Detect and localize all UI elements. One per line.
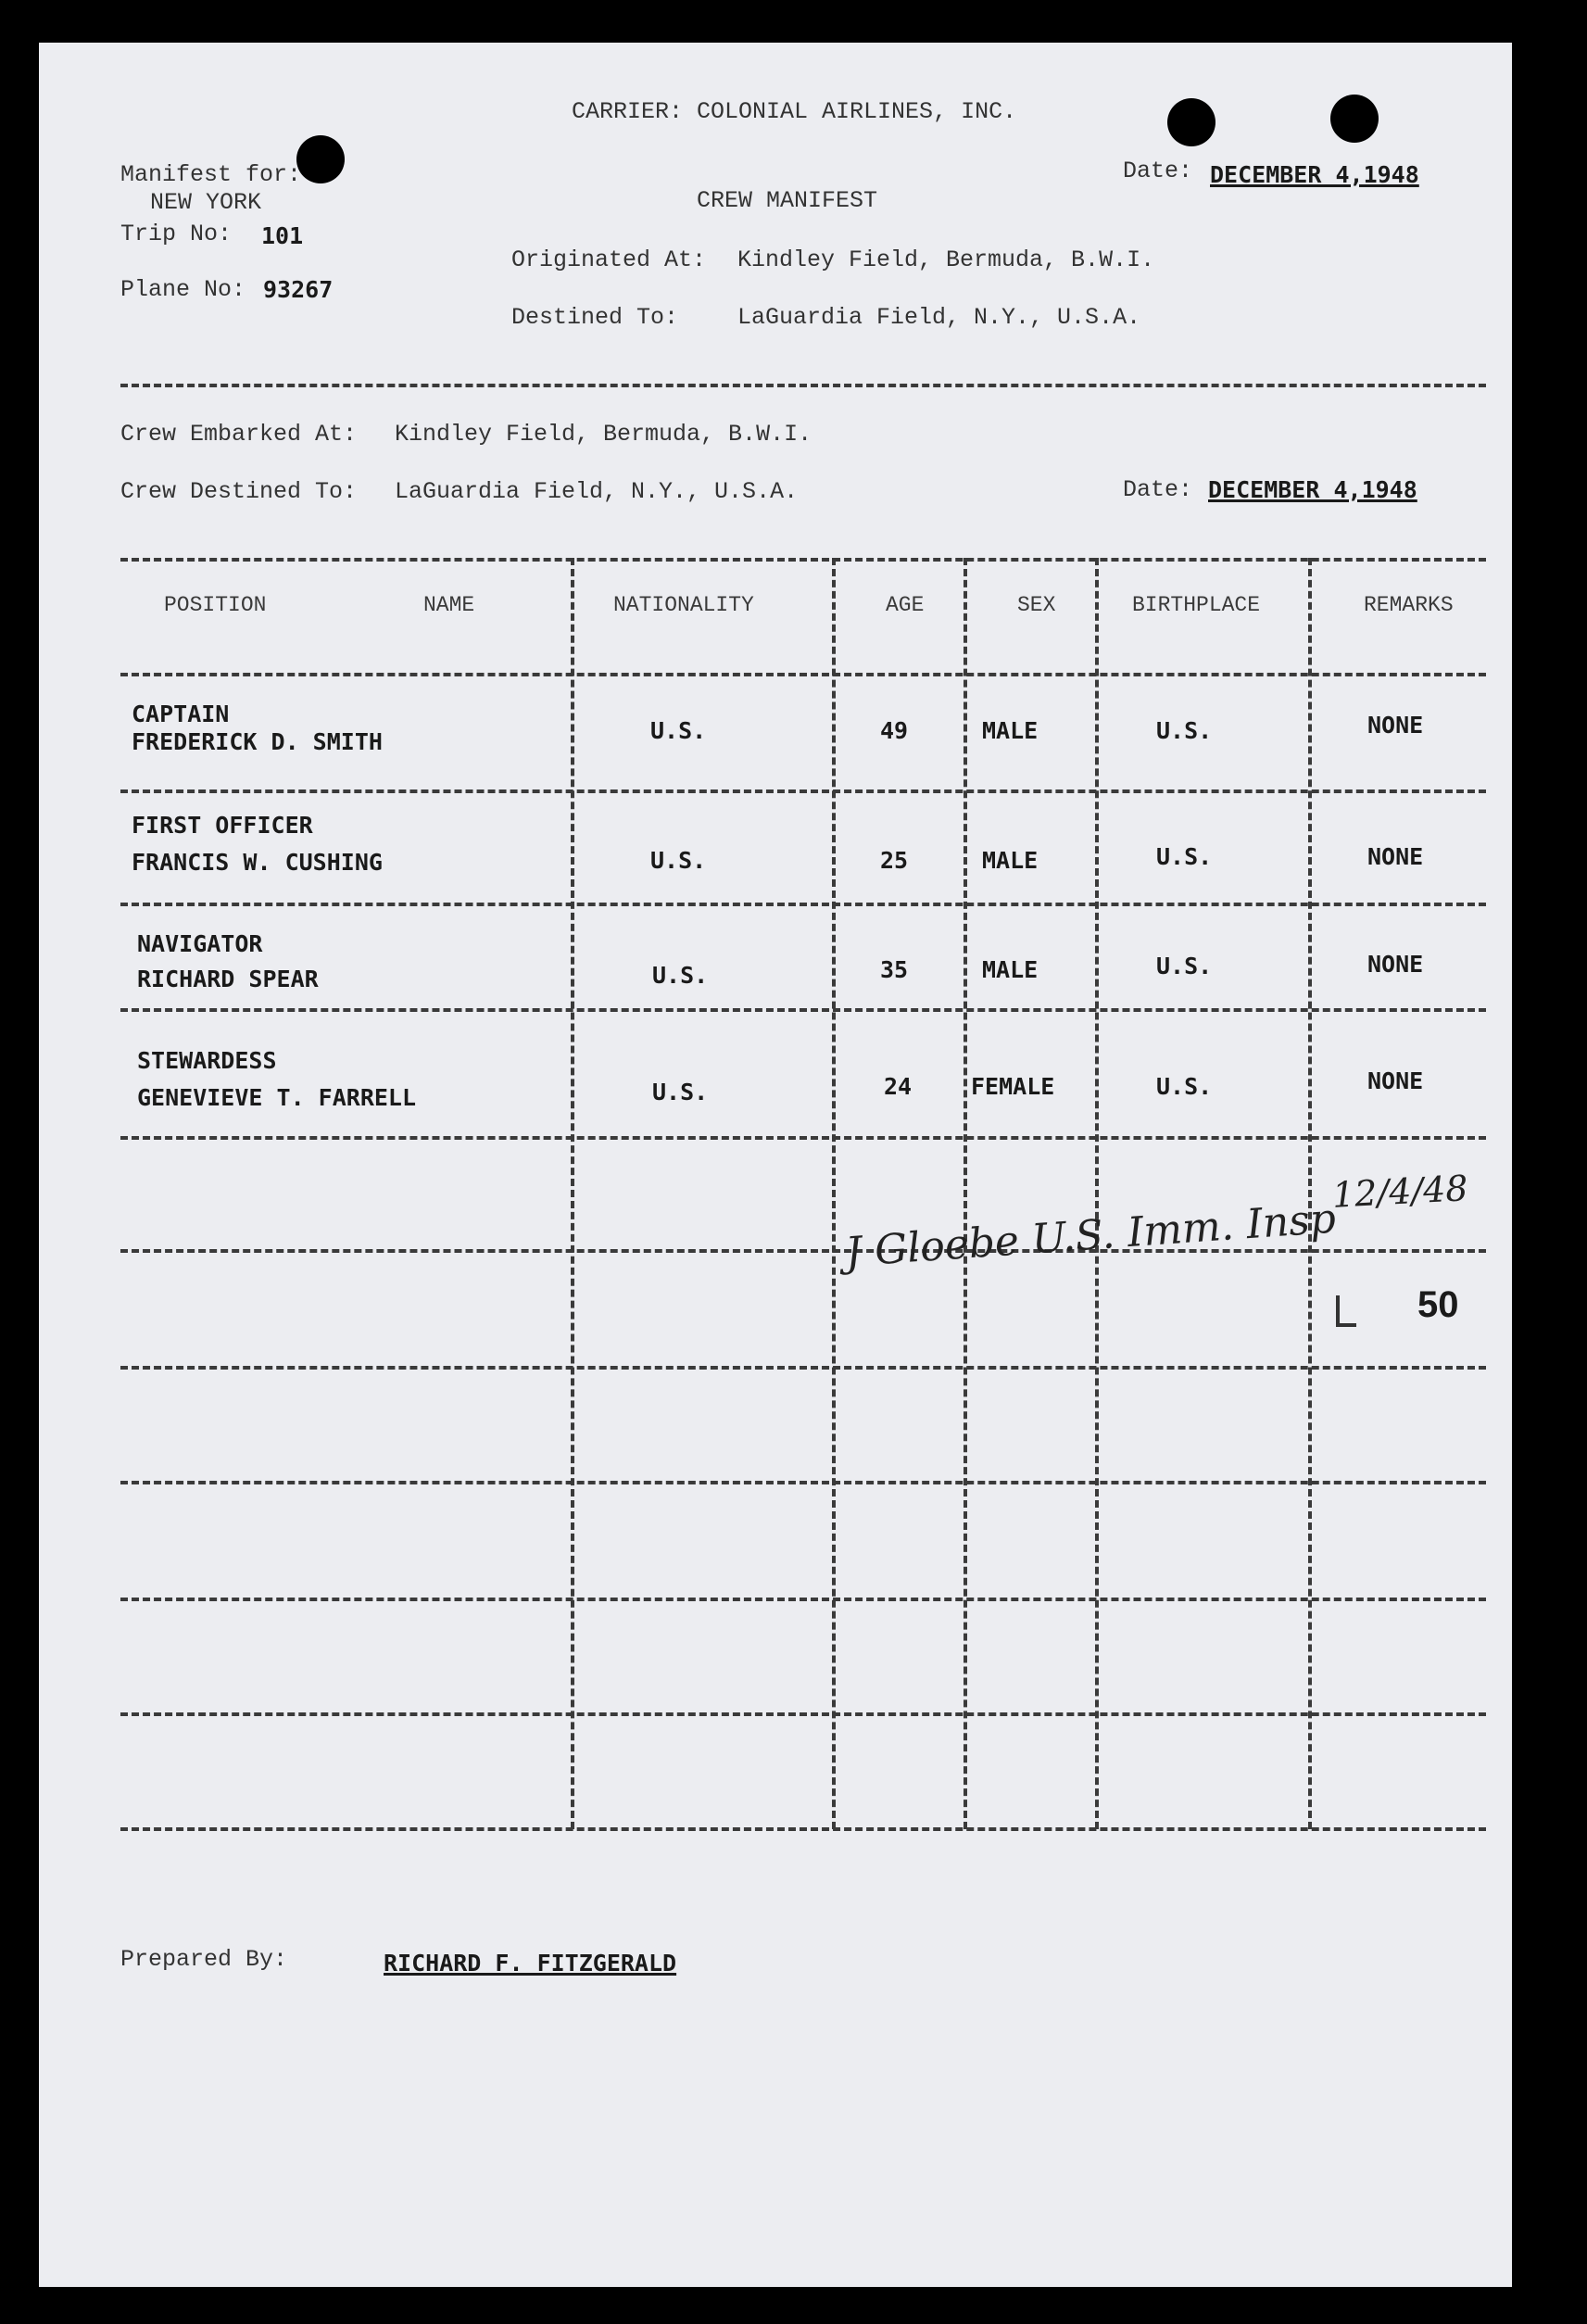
row-divider [120, 1008, 1486, 1012]
carrier-line: CARRIER: COLONIAL AIRLINES, INC. [572, 98, 1017, 125]
stamp-mark [1336, 1295, 1356, 1327]
destined-label: Destined To: [511, 304, 679, 331]
row-divider [120, 1481, 1486, 1484]
column-divider [1095, 558, 1099, 1829]
crew-age: 49 [880, 717, 909, 744]
punch-hole [296, 135, 345, 183]
inspection-date: 12/4/48 [1330, 1168, 1469, 1216]
trip-value: 101 [261, 222, 304, 249]
crew-remarks: NONE [1367, 843, 1424, 870]
crew-embarked-value: Kindley Field, Bermuda, B.W.I. [395, 421, 812, 448]
crew-position: FIRST OFFICER [132, 812, 313, 839]
crew-date-label: Date: [1123, 476, 1193, 503]
crew-age: 25 [880, 847, 909, 874]
destined-value: LaGuardia Field, N.Y., U.S.A. [737, 304, 1141, 331]
crew-name: RICHARD SPEAR [137, 966, 319, 992]
crew-remarks: NONE [1367, 712, 1424, 739]
crew-nationality: U.S. [652, 1079, 709, 1105]
manifest-for-value: NEW YORK [150, 189, 262, 216]
crew-sex: MALE [982, 717, 1039, 744]
crew-destined-value: LaGuardia Field, N.Y., U.S.A. [395, 478, 799, 505]
header-birthplace: BIRTHPLACE [1132, 593, 1261, 617]
crew-remarks: NONE [1367, 1067, 1424, 1094]
crew-name: GENEVIEVE T. FARRELL [137, 1084, 417, 1111]
crew-name: FRANCIS W. CUSHING [132, 849, 383, 876]
punch-hole [1167, 98, 1215, 146]
header-sex: SEX [1017, 593, 1056, 617]
header-bottom-line [120, 673, 1486, 676]
table-bottom-line [120, 1827, 1486, 1831]
row-divider [120, 1712, 1486, 1716]
header-name: NAME [423, 593, 475, 617]
plane-label: Plane No: [120, 276, 246, 303]
crew-birthplace: U.S. [1156, 953, 1213, 979]
row-divider [120, 1136, 1486, 1140]
column-divider [832, 558, 836, 1829]
inspector-signature: J Gloebe U.S. Imm. Insp [843, 1194, 1338, 1277]
table-top-line [120, 558, 1486, 562]
crew-nationality: U.S. [650, 847, 707, 874]
crew-sex: MALE [982, 956, 1039, 983]
originated-value: Kindley Field, Bermuda, B.W.I. [737, 246, 1155, 273]
crew-date-value: DECEMBER 4,1948 [1208, 476, 1417, 503]
manifest-document [39, 43, 1512, 2287]
trip-label: Trip No: [120, 221, 233, 247]
crew-birthplace: U.S. [1156, 717, 1213, 744]
crew-position: STEWARDESS [137, 1047, 277, 1074]
punch-hole [1330, 95, 1379, 143]
crew-birthplace: U.S. [1156, 843, 1213, 870]
crew-embarked-label: Crew Embarked At: [120, 421, 358, 448]
header-nationality: NATIONALITY [613, 593, 754, 617]
crew-position: NAVIGATOR [137, 930, 263, 957]
prepared-by-value: RICHARD F. FITZGERALD [384, 1950, 677, 1977]
crew-birthplace: U.S. [1156, 1073, 1213, 1100]
originated-label: Originated At: [511, 246, 707, 273]
header-position: POSITION [164, 593, 267, 617]
crew-sex: MALE [982, 847, 1039, 874]
manifest-title: CREW MANIFEST [697, 187, 878, 214]
crew-nationality: U.S. [652, 962, 709, 989]
row-divider [120, 903, 1486, 906]
date-label: Date: [1123, 158, 1193, 184]
divider [120, 384, 1486, 387]
header-remarks: REMARKS [1364, 593, 1454, 617]
date-value: DECEMBER 4,1948 [1210, 161, 1419, 188]
prepared-by-label: Prepared By: [120, 1946, 288, 1973]
crew-age: 35 [880, 956, 909, 983]
plane-value: 93267 [263, 276, 334, 303]
row-divider [120, 1366, 1486, 1370]
crew-destined-label: Crew Destined To: [120, 478, 358, 505]
crew-age: 24 [884, 1073, 913, 1100]
column-divider [964, 558, 967, 1829]
row-divider [120, 1598, 1486, 1601]
column-divider [1308, 558, 1312, 1829]
crew-nationality: U.S. [650, 717, 707, 744]
crew-sex: FEMALE [971, 1073, 1055, 1100]
row-divider [120, 789, 1486, 793]
header-age: AGE [886, 593, 925, 617]
stamp-number: 50 [1417, 1284, 1459, 1325]
crew-name: FREDERICK D. SMITH [132, 728, 383, 755]
crew-position: CAPTAIN [132, 701, 230, 727]
column-divider [571, 558, 574, 1829]
crew-remarks: NONE [1367, 951, 1424, 978]
manifest-for-label: Manifest for: [120, 161, 302, 188]
row-divider [120, 1249, 1486, 1253]
